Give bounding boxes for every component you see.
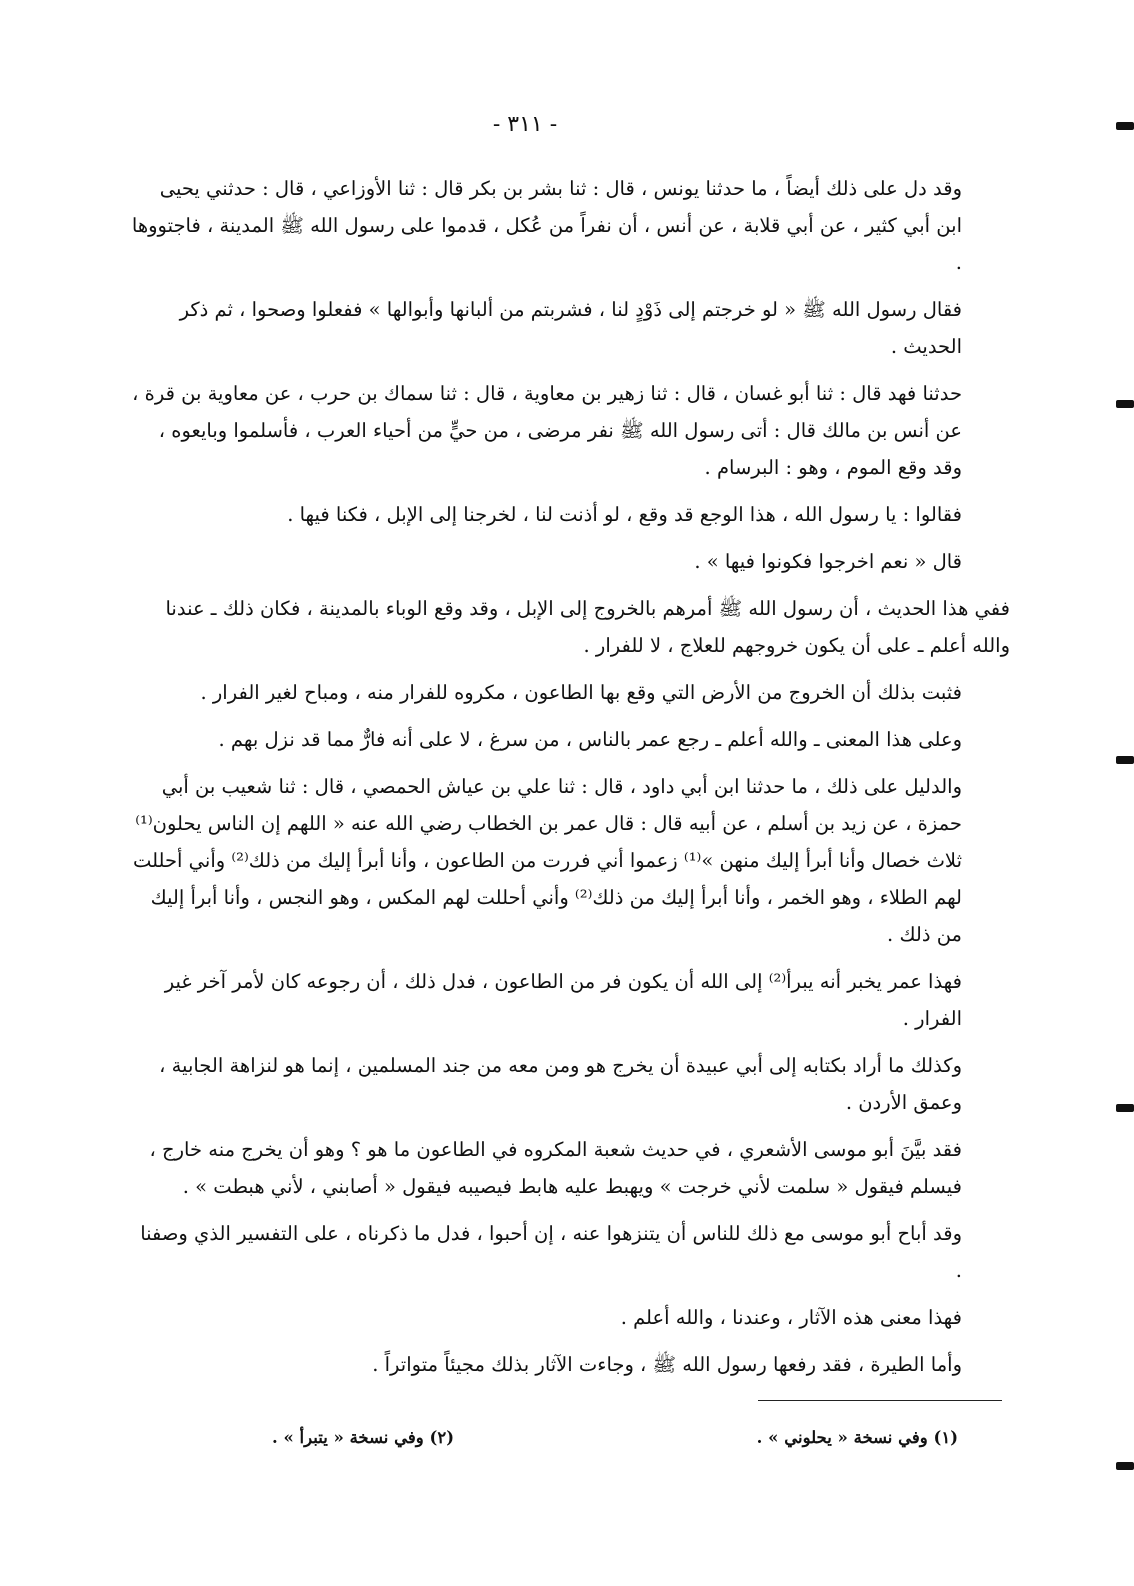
paragraph-12: فقد بيَّنَ أبو موسى الأشعري ، في حديث شعبة المكروه في الطاعون ما هو ؟ وهو أن يخرج منه خارج ، فيسلم فيقول « سلمت لأني خرجت » ويهبط عليه هابط فيصيبه فيقول « أصابني ، لأني هبطت » . (149, 1138, 962, 1198)
paragraph-13: وقد أباح أبو موسى مع ذلك للناس أن يتنزهوا عنه ، إن أحبوا ، فدل ما ذكرناه ، على التفسير الذي وصفنا . (140, 1222, 962, 1282)
paragraph-9: والدليل على ذلك ، ما حدثنا ابن أبي داود ، قال : ثنا علي بن عياش الحمصي ، قال : ثنا شعيب بن أبي حمزة ، عن زيد بن أسلم ، عن أبيه قال : قال عمر بن الخطاب رضي الله عنه « اللهم إن الناس يحلون⁽¹⁾ ثلاث خصال وأنا أبرأ إليك منهن »⁽¹⁾ زعموا أني فررت من الطاعون ، وأنا أبرأ إليك من ذلك⁽²⁾ وأني أحللت لهم الطلاء ، وهو الخمر ، وأنا أبرأ إليك من ذلك⁽²⁾ وأني أحللت لهم المكس ، وهو النجس ، وأنا أبرأ إليك من ذلك . (132, 775, 962, 946)
paragraph-2: فقال رسول الله ﷺ « لو خرجتم إلى ذَوْدٍ لنا ، فشربتم من ألبانها وأبوالها » ففعلوا وصحوا ، ثم ذكر الحديث . (179, 298, 962, 358)
paragraph-6: ففي هذا الحديث ، أن رسول الله ﷺ أمرهم بالخروج إلى الإبل ، وقد وقع الوباء بالمدينة ، فكان ذلك ـ عندنا والله أعلم ـ على أن يكون خروجهم للعلاج ، لا للفرار . (165, 597, 1010, 657)
paragraph-3: حدثنا فهد قال : ثنا أبو غسان ، قال : ثنا زهير بن معاوية ، قال : ثنا سماك بن حرب ، عن معاوية بن قرة ، عن أنس بن مالك قال : أتى رسول الله ﷺ نفر مرضى ، من حيٍّ من أحياء العرب ، فأسلموا وبايعوه ، وقد وقع الموم ، وهو : البرسام . (132, 382, 962, 479)
margin-mark (1116, 400, 1134, 408)
page-number: - ٣١١ - (492, 112, 558, 137)
paragraph-11: وكذلك ما أراد بكتابه إلى أبي عبيدة أن يخرج هو ومن معه من جند المسلمين ، إنما هو لنزاهة الجابية ، وعمق الأردن . (159, 1054, 962, 1114)
paragraph-15: وأما الطيرة ، فقد رفعها رسول الله ﷺ ، وجاءت الآثار بذلك مجيئاً متواتراً . (372, 1353, 962, 1376)
margin-mark (1116, 1462, 1134, 1470)
paragraph-10: فهذا عمر يخبر أنه يبرأ⁽²⁾ إلى الله أن يكون فر من الطاعون ، فدل ذلك ، أن رجوعه كان لأمر آخر غير الفرار . (164, 970, 962, 1030)
margin-mark (1116, 1104, 1134, 1112)
main-text (130, 170, 1010, 1383)
margin-mark (1116, 122, 1134, 130)
paragraph-1: وقد دل على ذلك أيضاً ، ما حدثنا يونس ، قال : ثنا بشر بن بكر قال : ثنا الأوزاعي ، قال : حدثني يحيى ابن أبي كثير ، عن أبي قلابة ، عن أنس ، أن نفراً من عُكل ، قدموا على رسول الله ﷺ المدينة ، فاجتووها . (131, 177, 962, 274)
footnote-1: (١) وفي نسخة « يحلوني » . (756, 1428, 958, 1447)
paragraph-14: فهذا معنى هذه الآثار ، وعندنا ، والله أعلم . (620, 1306, 962, 1329)
margin-mark (1116, 756, 1134, 764)
footnote-divider (758, 1400, 1002, 1401)
paragraph-4: فقالوا : يا رسول الله ، هذا الوجع قد وقع ، لو أذنت لنا ، لخرجنا إلى الإبل ، فكنا فيها . (287, 503, 962, 526)
footnote-2: (٢) وفي نسخة « يتبرأ » . (272, 1428, 454, 1447)
paragraph-7: فثبت بذلك أن الخروج من الأرض التي وقع بها الطاعون ، مكروه للفرار منه ، ومباح لغير الفرار . (200, 681, 962, 704)
paragraph-8: وعلى هذا المعنى ـ والله أعلم ـ رجع عمر بالناس ، من سرغ ، لا على أنه فارٌّ مما قد نزل بهم . (218, 728, 962, 751)
paragraph-5: قال « نعم اخرجوا فكونوا فيها » . (694, 550, 962, 573)
